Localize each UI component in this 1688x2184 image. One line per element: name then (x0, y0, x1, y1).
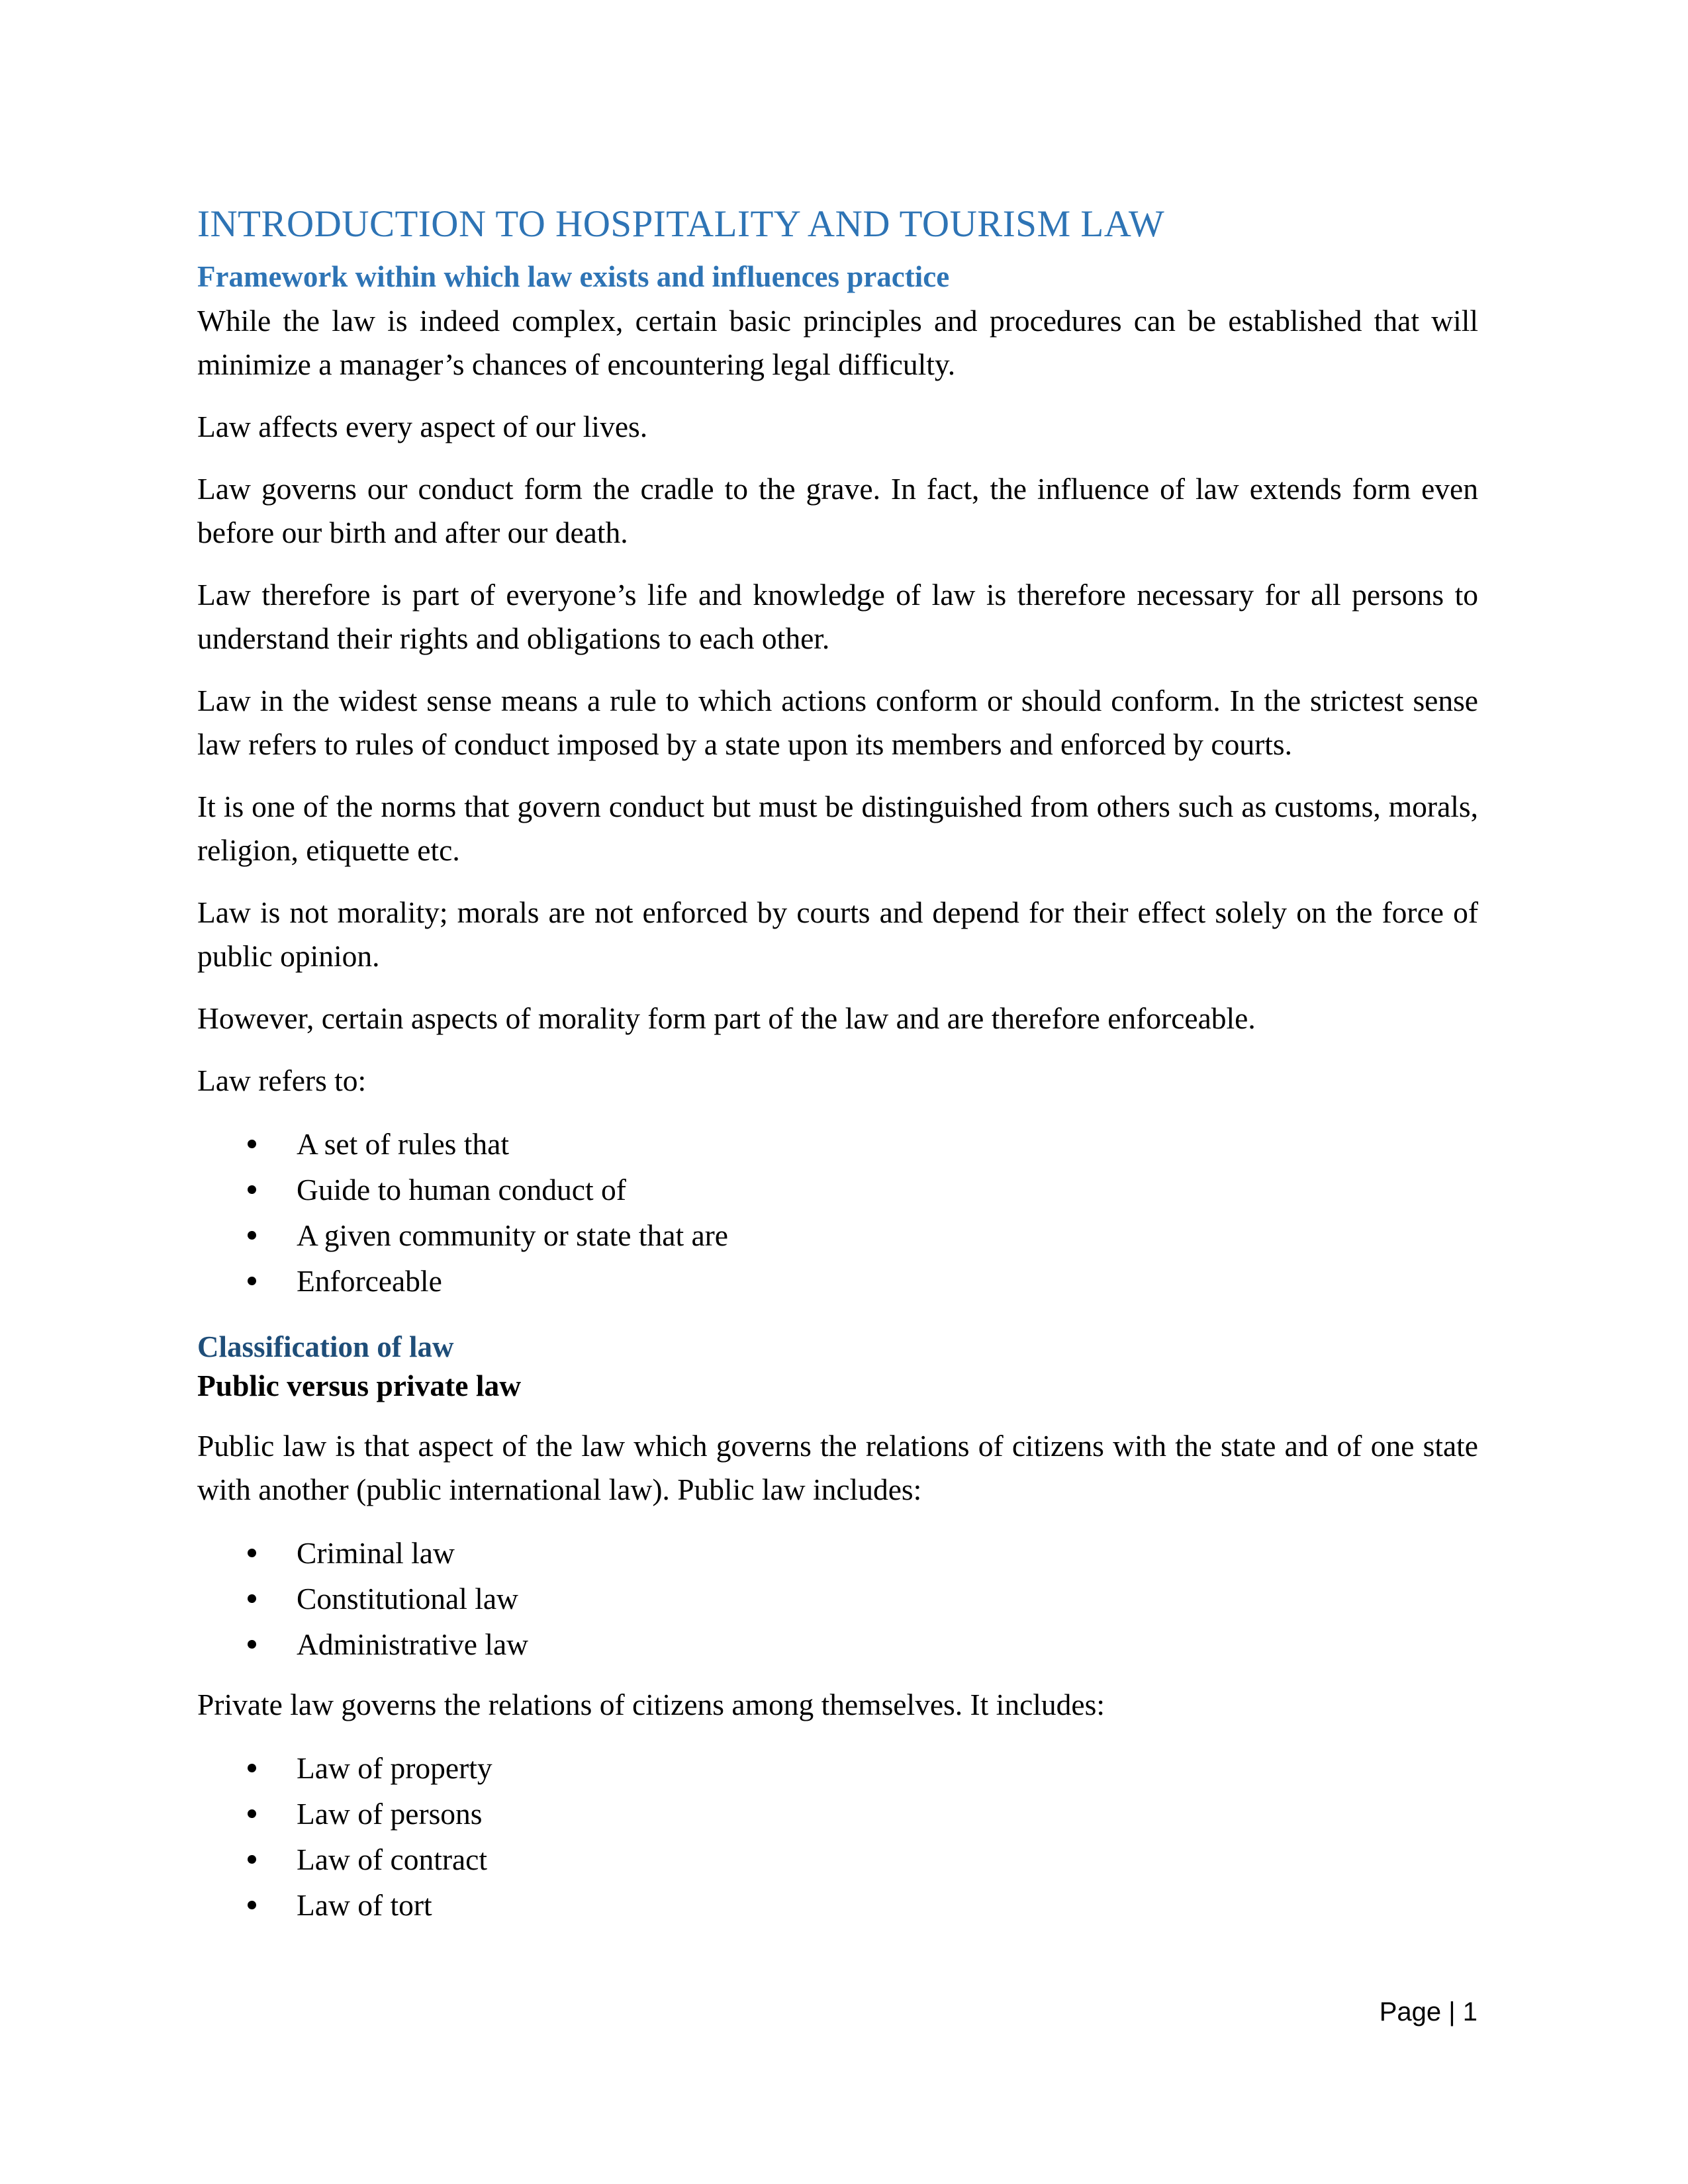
paragraph: Law is not morality; morals are not enforced by courts and depend for their effect solely on the force of public opinion. (197, 895, 1478, 973)
paragraph: Law therefore is part of everyone’s life and knowledge of law is therefore necessary for all persons to understand their rights and obligations to each other. (197, 577, 1478, 655)
bullet-icon (248, 1901, 256, 1909)
list-item-text: Constitutional law (297, 1582, 518, 1616)
list-item (197, 1621, 1478, 1667)
section-heading-classification: Classification of law (197, 1330, 454, 1363)
page-content (197, 202, 1478, 1944)
list-item-text: A given community or state that are (297, 1218, 728, 1252)
private-law-list (197, 1745, 1478, 1928)
list-item (197, 1745, 1478, 1791)
list-item (197, 1121, 1478, 1167)
list-item (197, 1530, 1478, 1576)
document-title: INTRODUCTION TO HOSPITALITY AND TOURISM LAW (197, 203, 1165, 245)
list-item-text: Administrative law (297, 1627, 529, 1662)
list-item-text: Law of tort (297, 1888, 432, 1923)
list-item (197, 1212, 1478, 1258)
bullet-icon (248, 1185, 256, 1194)
bullet-icon (248, 1855, 256, 1864)
paragraph: Law in the widest sense means a rule to which actions conform or should conform. In the strictest sense law refers to rules of conduct imposed by a state upon its members and enforced by courts. (197, 683, 1478, 761)
list-item (197, 1882, 1478, 1928)
list-item-text: Criminal law (297, 1536, 455, 1570)
list-item (197, 1167, 1478, 1212)
bullet-icon (248, 1764, 256, 1772)
paragraph: While the law is indeed complex, certain basic principles and procedures can be established that will minimize a manager’s chances of encountering legal difficulty. (197, 303, 1478, 381)
section-heading-framework: Framework within which law exists and influences practice (197, 260, 950, 294)
list-item-text: A set of rules that (297, 1126, 509, 1161)
list-item-text: Enforceable (297, 1263, 442, 1298)
paragraph: It is one of the norms that govern conduct but must be distinguished from others such as customs, morals, religion, etiquette etc. (197, 789, 1478, 867)
paragraph: Law affects every aspect of our lives. (197, 409, 648, 443)
list-item-text: Law of persons (297, 1797, 483, 1831)
bullet-icon (248, 1231, 256, 1240)
bullet-icon (248, 1549, 256, 1557)
paragraph-private-law: Private law governs the relations of citizens among themselves. It includes: (197, 1688, 1105, 1722)
page-number: Page | 1 (1379, 1997, 1477, 2026)
list-item-text: Law of property (297, 1751, 492, 1786)
paragraph: However, certain aspects of morality form part of the law and are therefore enforceable. (197, 1001, 1256, 1035)
list-item-text: Law of contract (297, 1843, 488, 1877)
paragraph-public-law: Public law is that aspect of the law which governs the relations of citizens with the state and of one state with another (public international law). Public law includes: (197, 1429, 1478, 1507)
bullet-icon (248, 1640, 256, 1649)
law-refers-to-list (197, 1121, 1478, 1304)
list-item (197, 1576, 1478, 1621)
bullet-icon (248, 1140, 256, 1148)
list-item (197, 1258, 1478, 1304)
list-item (197, 1837, 1478, 1882)
paragraph: Law refers to: (197, 1063, 367, 1097)
bullet-icon (248, 1809, 256, 1818)
public-law-list (197, 1530, 1478, 1667)
list-item-text: Guide to human conduct of (297, 1172, 626, 1206)
bullet-icon (248, 1594, 256, 1603)
list-item (197, 1791, 1478, 1837)
paragraph: Law governs our conduct form the cradle to the grave. In fact, the influence of law extends form even before our birth and after our death. (197, 471, 1478, 549)
bullet-icon (248, 1277, 256, 1285)
subheading-public-private: Public versus private law (197, 1369, 522, 1403)
